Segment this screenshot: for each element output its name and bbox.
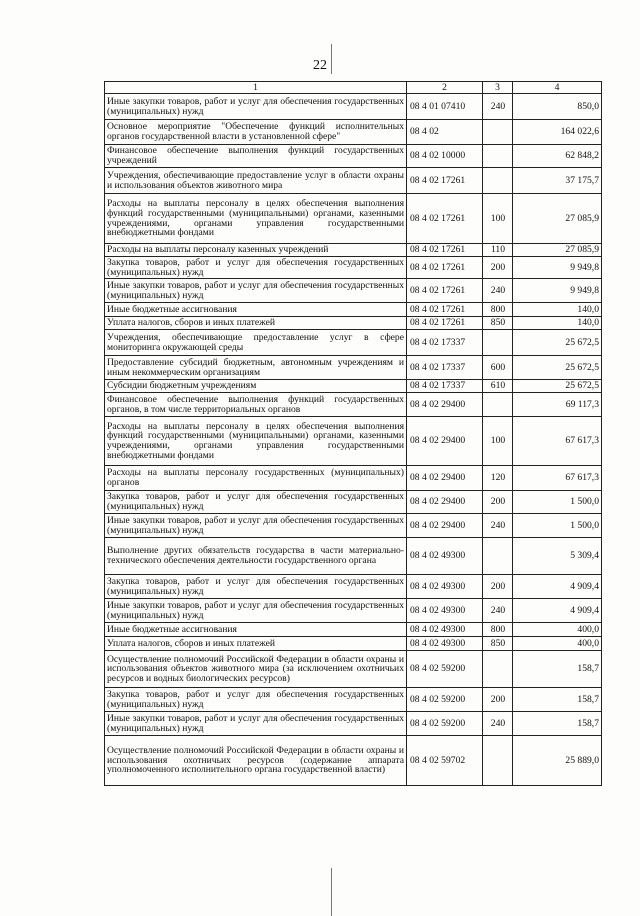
cell-name: Иные бюджетные ассигнования xyxy=(105,303,407,317)
cell-name: Осуществление полномочий Российской Федерации в области охраны и использования объектов животного мира (за исключением охотничьих ресурсов и водных биологических ресурсов) xyxy=(105,651,407,688)
cell-vr: 800 xyxy=(483,623,513,637)
binding-line-bottom xyxy=(331,868,332,916)
cell-code: 08 4 02 xyxy=(407,120,483,145)
cell-code: 08 4 02 17261 xyxy=(407,303,483,317)
cell-vr: 120 xyxy=(483,466,513,491)
cell-vr: 240 xyxy=(483,514,513,538)
table-row xyxy=(105,94,602,120)
table-row xyxy=(105,637,602,651)
cell-name: Закупка товаров, работ и услуг для обеспечения государственных (муниципальных) нужд xyxy=(105,575,407,599)
cell-amount: 1 500,0 xyxy=(513,514,602,538)
cell-vr: 850 xyxy=(483,637,513,651)
cell-amount: 25 672,5 xyxy=(513,380,602,393)
cell-code: 08 4 02 17337 xyxy=(407,380,483,393)
column-header-vr: 3 xyxy=(483,82,513,94)
cell-amount: 25 889,0 xyxy=(513,736,602,786)
cell-code: 08 4 02 29400 xyxy=(407,417,483,466)
cell-name: Финансовое обеспечение выполнения функций государственных органов, в том числе территориальных органов xyxy=(105,393,407,417)
cell-name: Финансовое обеспечение выполнения функций государственных учреждений xyxy=(105,145,407,168)
table-row xyxy=(105,317,602,330)
cell-amount: 140,0 xyxy=(513,317,602,330)
table-row xyxy=(105,417,602,466)
cell-name: Закупка товаров, работ и услуг для обеспечения государственных (муниципальных) нужд xyxy=(105,688,407,712)
table-row xyxy=(105,651,602,688)
cell-vr: 200 xyxy=(483,688,513,712)
cell-name: Расходы на выплаты персоналу в целях обеспечения выполнения функций государственными (муниципальными) органами, казенными учреждениями, органами управления государственными внебюджетными фондами xyxy=(105,417,407,466)
table-row xyxy=(105,120,602,145)
cell-code: 08 4 02 49300 xyxy=(407,637,483,651)
table-row xyxy=(105,688,602,712)
column-header-name: 1 xyxy=(105,82,407,94)
table-row xyxy=(105,466,602,491)
cell-name: Расходы на выплаты персоналу казенных учреждений xyxy=(105,244,407,257)
cell-vr: 600 xyxy=(483,356,513,380)
table-row xyxy=(105,538,602,575)
cell-name: Иные закупки товаров, работ и услуг для обеспечения государственных (муниципальных) нужд xyxy=(105,599,407,623)
cell-amount: 9 949,8 xyxy=(513,257,602,279)
cell-amount: 9 949,8 xyxy=(513,279,602,303)
cell-code: 08 4 02 29400 xyxy=(407,514,483,538)
cell-vr xyxy=(483,120,513,145)
cell-amount: 25 672,5 xyxy=(513,356,602,380)
page-number: 22 xyxy=(313,58,327,73)
column-header-code: 2 xyxy=(407,82,483,94)
cell-code: 08 4 02 49300 xyxy=(407,623,483,637)
cell-code: 08 4 02 17261 xyxy=(407,194,483,244)
cell-name: Закупка товаров, работ и услуг для обеспечения государственных (муниципальных) нужд xyxy=(105,491,407,514)
table-row xyxy=(105,145,602,168)
cell-name: Выполнение других обязательств государства в части материально-технического обеспечения деятельности государственного органа xyxy=(105,538,407,575)
table-body xyxy=(105,94,602,786)
cell-vr: 110 xyxy=(483,244,513,257)
cell-code: 08 4 02 59702 xyxy=(407,736,483,786)
cell-name: Закупка товаров, работ и услуг для обеспечения государственных (муниципальных) нужд xyxy=(105,257,407,279)
cell-vr xyxy=(483,330,513,356)
table-row xyxy=(105,244,602,257)
cell-name: Иные закупки товаров, работ и услуг для обеспечения государственных (муниципальных) нужд xyxy=(105,94,407,120)
cell-amount: 400,0 xyxy=(513,623,602,637)
cell-code: 08 4 02 17261 xyxy=(407,317,483,330)
table-row xyxy=(105,194,602,244)
table-row xyxy=(105,623,602,637)
cell-amount: 25 672,5 xyxy=(513,330,602,356)
cell-vr: 100 xyxy=(483,194,513,244)
cell-amount: 27 085,9 xyxy=(513,244,602,257)
cell-vr: 100 xyxy=(483,417,513,466)
table-row xyxy=(105,257,602,279)
table-row xyxy=(105,356,602,380)
cell-vr xyxy=(483,168,513,194)
cell-name: Расходы на выплаты персоналу в целях обеспечения выполнения функций государственными (муниципальными) органами, казенными учреждениями, органами управления государственными внебюджетными фондами xyxy=(105,194,407,244)
cell-code: 08 4 02 17261 xyxy=(407,244,483,257)
cell-code: 08 4 02 59200 xyxy=(407,712,483,736)
cell-amount: 164 022,6 xyxy=(513,120,602,145)
table-row xyxy=(105,736,602,786)
cell-code: 08 4 02 29400 xyxy=(407,466,483,491)
cell-code: 08 4 02 49300 xyxy=(407,538,483,575)
cell-amount: 4 909,4 xyxy=(513,599,602,623)
cell-amount: 67 617,3 xyxy=(513,466,602,491)
table-row xyxy=(105,393,602,417)
cell-name: Предоставление субсидий бюджетным, автономным учреждениям и иным некоммерческим организациям xyxy=(105,356,407,380)
cell-amount: 27 085,9 xyxy=(513,194,602,244)
cell-amount: 850,0 xyxy=(513,94,602,120)
cell-name: Иные закупки товаров, работ и услуг для обеспечения государственных (муниципальных) нужд xyxy=(105,279,407,303)
cell-vr xyxy=(483,736,513,786)
table-header-row xyxy=(105,82,602,94)
cell-amount: 158,7 xyxy=(513,712,602,736)
cell-amount: 158,7 xyxy=(513,651,602,688)
cell-code: 08 4 02 17261 xyxy=(407,168,483,194)
cell-amount: 1 500,0 xyxy=(513,491,602,514)
cell-vr xyxy=(483,538,513,575)
cell-code: 08 4 02 59200 xyxy=(407,688,483,712)
cell-code: 08 4 02 17261 xyxy=(407,257,483,279)
cell-code: 08 4 02 17337 xyxy=(407,330,483,356)
table-row xyxy=(105,599,602,623)
cell-vr: 200 xyxy=(483,257,513,279)
cell-code: 08 4 02 17261 xyxy=(407,279,483,303)
cell-amount: 67 617,3 xyxy=(513,417,602,466)
table-row xyxy=(105,380,602,393)
cell-amount: 158,7 xyxy=(513,688,602,712)
cell-vr: 610 xyxy=(483,380,513,393)
cell-vr: 240 xyxy=(483,712,513,736)
cell-vr xyxy=(483,393,513,417)
cell-code: 08 4 02 10000 xyxy=(407,145,483,168)
cell-name: Уплата налогов, сборов и иных платежей xyxy=(105,637,407,651)
cell-code: 08 4 02 17337 xyxy=(407,356,483,380)
cell-amount: 62 848,2 xyxy=(513,145,602,168)
table-row xyxy=(105,330,602,356)
cell-vr: 240 xyxy=(483,279,513,303)
table-row xyxy=(105,279,602,303)
table-row xyxy=(105,514,602,538)
cell-name: Учреждения, обеспечивающие предоставление услуг в сфере мониторинга окружающей среды xyxy=(105,330,407,356)
column-header-amount: 4 xyxy=(513,82,602,94)
cell-amount: 69 117,3 xyxy=(513,393,602,417)
cell-amount: 37 175,7 xyxy=(513,168,602,194)
cell-vr: 240 xyxy=(483,599,513,623)
cell-vr: 240 xyxy=(483,94,513,120)
cell-vr xyxy=(483,145,513,168)
cell-vr: 850 xyxy=(483,317,513,330)
cell-name: Учреждения, обеспечивающие предоставление услуг в области охраны и использования объектов животного мира xyxy=(105,168,407,194)
table-row xyxy=(105,303,602,317)
cell-amount: 5 309,4 xyxy=(513,538,602,575)
cell-amount: 400,0 xyxy=(513,637,602,651)
budget-table xyxy=(104,81,602,786)
cell-vr xyxy=(483,651,513,688)
cell-vr: 200 xyxy=(483,575,513,599)
cell-vr: 200 xyxy=(483,491,513,514)
cell-amount: 140,0 xyxy=(513,303,602,317)
cell-code: 08 4 02 49300 xyxy=(407,575,483,599)
cell-code: 08 4 02 29400 xyxy=(407,393,483,417)
cell-name: Расходы на выплаты персоналу государственных (муниципальных) органов xyxy=(105,466,407,491)
cell-name: Осуществление полномочий Российской Федерации в области охраны и использования охотничьих ресурсов (содержание аппарата уполномоченного исполнительного органа государственной власти) xyxy=(105,736,407,786)
cell-name: Иные закупки товаров, работ и услуг для обеспечения государственных (муниципальных) нужд xyxy=(105,514,407,538)
table-row xyxy=(105,491,602,514)
cell-name: Иные закупки товаров, работ и услуг для обеспечения государственных (муниципальных) нужд xyxy=(105,712,407,736)
cell-amount: 4 909,4 xyxy=(513,575,602,599)
cell-name: Уплата налогов, сборов и иных платежей xyxy=(105,317,407,330)
cell-vr: 800 xyxy=(483,303,513,317)
table-row xyxy=(105,168,602,194)
cell-name: Основное мероприятие "Обеспечение функций исполнительных органов государственной власти в установленной сфере" xyxy=(105,120,407,145)
cell-name: Иные бюджетные ассигнования xyxy=(105,623,407,637)
cell-code: 08 4 02 29400 xyxy=(407,491,483,514)
cell-code: 08 4 02 49300 xyxy=(407,599,483,623)
table-row xyxy=(105,575,602,599)
cell-name: Субсидии бюджетным учреждениям xyxy=(105,380,407,393)
table-row xyxy=(105,712,602,736)
cell-code: 08 4 02 59200 xyxy=(407,651,483,688)
cell-code: 08 4 01 07410 xyxy=(407,94,483,120)
